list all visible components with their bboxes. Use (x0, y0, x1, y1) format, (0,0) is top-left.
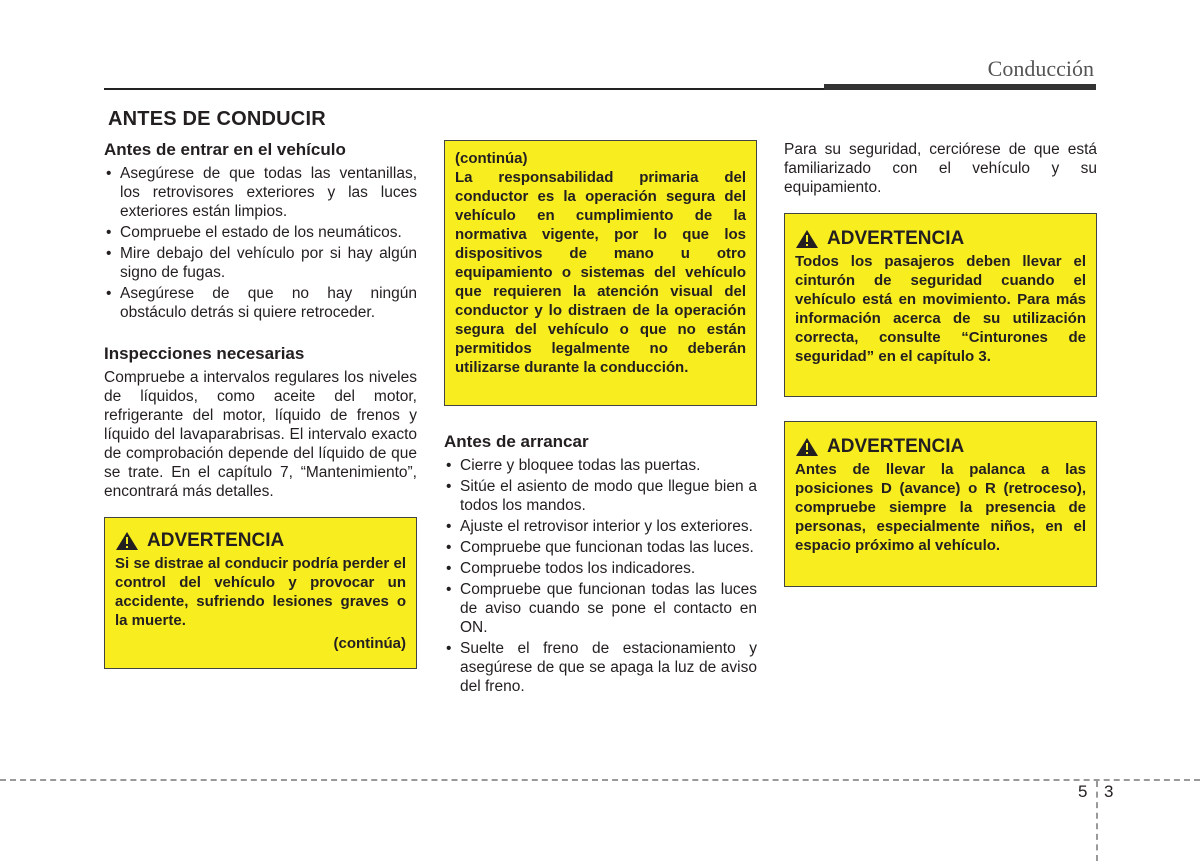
list-item: • Ajuste el retrovisor interior y los exteriores. (444, 517, 757, 536)
list-item: • Cierre y bloquee todas las puertas. (444, 456, 757, 475)
list-item: • Compruebe todos los indicadores. (444, 559, 757, 578)
warning-triangle-icon (115, 531, 139, 551)
checklist-before-starting (444, 456, 757, 696)
warning-box-gear-lever (784, 421, 1097, 587)
warning-header (795, 436, 1086, 458)
warning-box-continued (444, 140, 757, 406)
list-item: • Compruebe el estado de los neumáticos. (104, 223, 417, 242)
warning-text: La responsabilidad primaria del conductor es la operación segura del vehículo en cumplimiento de la normativa vigente, por lo que los dispositivos de mano u otro equipamiento o sistemas del vehículo que requieren la atención visual del conductor y lo distraen de la operación segura del vehículo o que no están permitidos legalmente no deberán utilizarse durante la conducción. (455, 169, 746, 376)
list-item: • Sitúe el asiento de modo que llegue bien a todos los mandos. (444, 477, 757, 515)
checklist-before-entering (104, 164, 417, 322)
warning-box-seatbelts (784, 213, 1097, 397)
list-item: • Asegúrese de que todas las ventanillas, los retrovisores exteriores y las luces exteriores están limpios. (104, 164, 417, 221)
inspections-paragraph: Compruebe a intervalos regulares los niveles de líquidos, como aceite del motor, refrigerante del motor, líquido de frenos y líquido del lavaparabrisas. El intervalo exacto de comprobación depende del líquido de que se trate. En el capítulo 7, “Mantenimiento”, encontrará más detalles. (104, 369, 417, 500)
column-left (104, 140, 417, 669)
warning-title: ADVERTENCIA (827, 436, 965, 457)
page-number: 3 (1104, 782, 1114, 801)
warning-text: Todos los pasajeros deben llevar el cinturón de seguridad cuando el vehículo está en movimiento. Para más información acerca de su utilización correcta, consulte “Cinturones de seguridad” en el capítulo 3. (795, 253, 1086, 365)
warning-triangle-icon (795, 229, 819, 249)
list-item: • Mire debajo del vehículo por si hay algún signo de fugas. (104, 244, 417, 282)
page-header-title: Conducción (987, 56, 1094, 81)
section-title: ANTES DE CONDUCIR (108, 108, 326, 130)
footer-dotted-rule (0, 779, 1200, 781)
warning-box-distraction (104, 517, 417, 669)
list-item: • Asegúrese de que no hay ningún obstáculo detrás si quiere retroceder. (104, 284, 417, 322)
list-item: • Suelte el freno de estacionamiento y asegúrese de que se apaga la luz de aviso del freno. (444, 639, 757, 696)
subheading-before-entering: Antes de entrar en el vehículo (104, 140, 346, 159)
list-item: • Compruebe que funcionan todas las luces. (444, 538, 757, 557)
warning-continued: (continúa) (333, 635, 406, 652)
warning-header (795, 228, 1086, 250)
chapter-number: 5 (1078, 782, 1088, 801)
footer-dotted-divider (1096, 781, 1098, 861)
safety-paragraph: Para su seguridad, cerciórese de que está familiarizado con el vehículo y su equipamiento. (784, 141, 1097, 196)
list-item: • Compruebe que funcionan todas las luces de aviso cuando se pone el contacto en ON. (444, 580, 757, 637)
column-middle (444, 140, 757, 698)
warning-text: Si se distrae al conducir podría perder el control del vehículo y provocar un accidente, sufriendo lesiones graves o la muerte. (115, 555, 406, 629)
warning-title: ADVERTENCIA (147, 530, 285, 551)
header-rule-accent (824, 84, 1096, 90)
subheading-before-starting: Antes de arrancar (444, 432, 589, 451)
warning-continued: (continúa) (455, 150, 528, 167)
subheading-inspections: Inspecciones necesarias (104, 344, 305, 363)
warning-text: Antes de llevar la palanca a las posiciones D (avance) o R (retroceso), compruebe siempre la presencia de personas, especialmente niños, en el espacio próximo al vehículo. (795, 461, 1086, 554)
column-right (784, 140, 1097, 587)
warning-triangle-icon (795, 437, 819, 457)
warning-title: ADVERTENCIA (827, 228, 965, 249)
warning-header (115, 530, 406, 552)
